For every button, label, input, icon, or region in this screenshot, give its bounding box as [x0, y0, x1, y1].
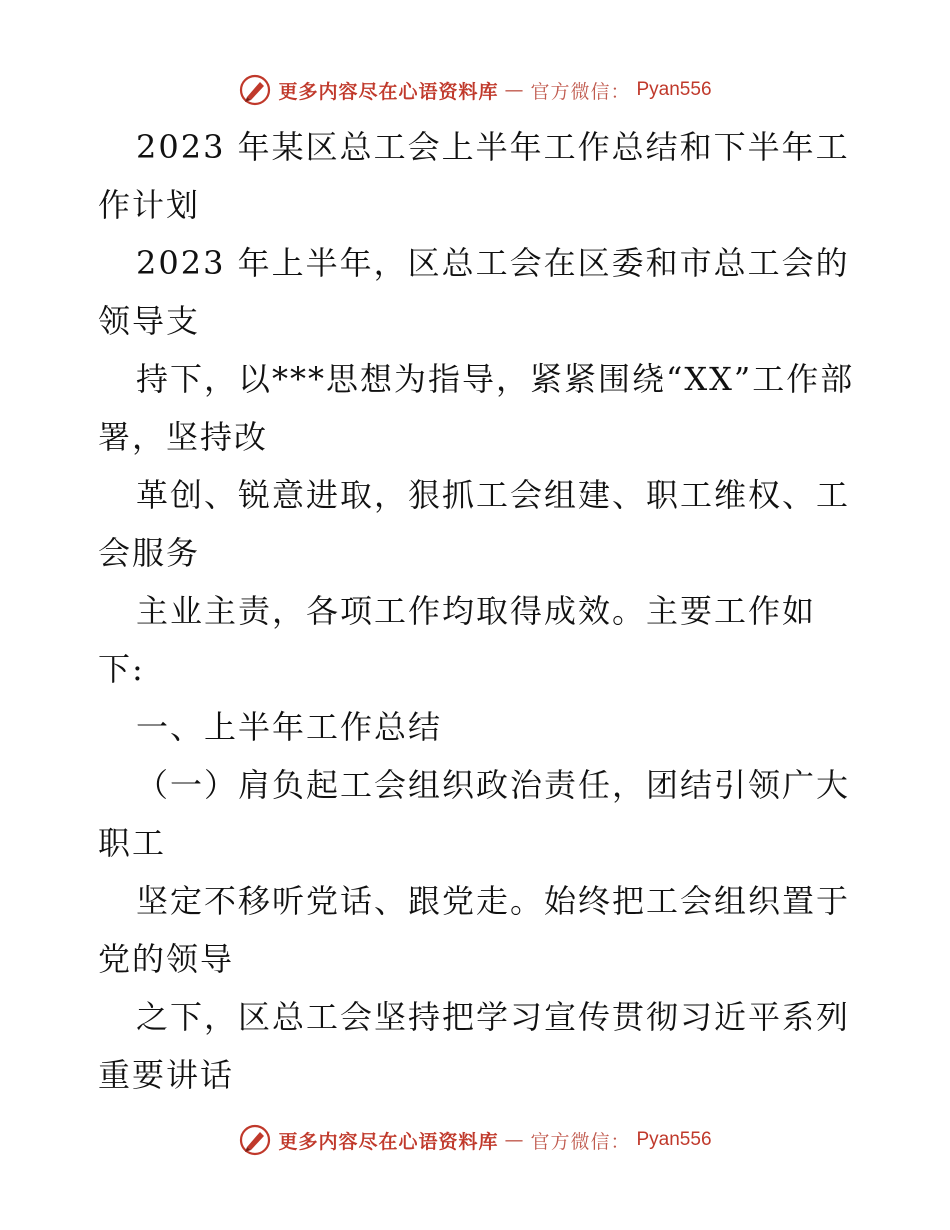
- header-watermark: [0, 70, 950, 110]
- watermark-main-text: 更多内容尽在心语资料库: [278, 1130, 499, 1153]
- paragraph-line: 持下，以***思想为指导，紧紧围绕“XX”工作部署，坚持改: [98, 360, 855, 456]
- paragraph-line: 革创、锐意进取，狠抓工会组建、职工维权、工会服务: [98, 476, 851, 572]
- document-title: 2023 年某区总工会上半年工作总结和下半年工作计划: [98, 128, 850, 224]
- document-body: [98, 118, 858, 1104]
- watermark-wechat-id: Pyan556: [636, 79, 712, 100]
- watermark-dash: —: [504, 79, 525, 101]
- watermark-sub-text: 官方微信：: [530, 1130, 631, 1153]
- watermark-sub-text: 官方微信：: [530, 80, 631, 103]
- paragraph-line: 之下，区总工会坚持把学习宣传贯彻习近平系列重要讲话: [98, 998, 851, 1094]
- paragraph-line: 2023 年上半年，区总工会在区委和市总工会的领导支: [98, 244, 850, 340]
- watermark-main-text: 更多内容尽在心语资料库: [278, 80, 499, 103]
- pen-logo-icon: [238, 73, 272, 107]
- subsection-heading: （一）肩负起工会组织政治责任，团结引领广大职工: [98, 766, 851, 862]
- footer-watermark: [0, 1120, 950, 1160]
- section-heading: 一、上半年工作总结: [136, 708, 443, 746]
- watermark-dash: —: [504, 1129, 525, 1151]
- paragraph-line: 坚定不移听党话、跟党走。始终把工会组织置于党的领导: [98, 882, 851, 978]
- pen-logo-icon: [238, 1123, 272, 1157]
- watermark-wechat-id: Pyan556: [636, 1129, 712, 1150]
- paragraph-line: 主业主责，各项工作均取得成效。主要工作如下:: [98, 592, 817, 688]
